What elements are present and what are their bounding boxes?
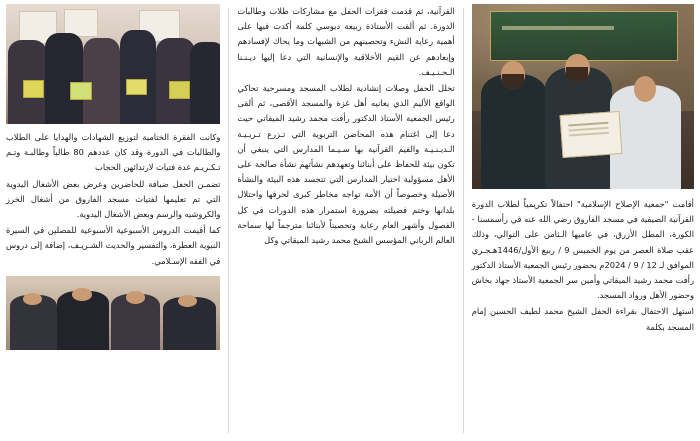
gift-box <box>169 81 190 99</box>
award-ceremony-photo <box>472 4 694 189</box>
article-body-left <box>6 130 220 269</box>
photo-person <box>120 30 156 124</box>
photo-person-beard <box>502 74 524 89</box>
event-banner <box>490 11 679 61</box>
certificate <box>559 111 622 158</box>
gift-box <box>23 80 44 98</box>
paragraph: أقامت "جمعية الإصلاح الإسلامية" احتفالاً تكريمياً لطلاب الدورة القرآنية الصيفية في مسجد الفاروق رضي الله عنه في رأسمسنا - الكورة، المطل الأزرق، في عاميها الـثامن على التوالي، وذلك عقب صلاة العصر من يوم الخميس 9 / ربيع الأول/1446هـجـري الموافق لـ 12 / 9 / 2024م بحضور رئيس الجمعية الأستاذ الدكتور رأفت محمد رشيد الميقاتي وأمين سر الجمعية الأستاذ جهاد بخاش وحضور الأهل ورواد المسجد. <box>471 199 694 301</box>
photo-person-head <box>72 288 91 301</box>
photo-person <box>190 42 220 124</box>
photo-person <box>83 38 119 124</box>
paragraph: استهل الاحتفال بقراءة الحفل الشيخ محمد لطيف الحسين إمام المسجد بكلمة <box>471 306 694 332</box>
column-divider <box>228 8 229 433</box>
column-middle <box>237 4 454 437</box>
article-body-right <box>472 197 694 335</box>
column-left <box>6 4 220 437</box>
gift-box <box>70 82 91 100</box>
photo-person-beard <box>566 67 588 82</box>
group-portrait-photo <box>6 276 220 350</box>
photo-person <box>45 33 84 124</box>
column-divider <box>463 8 464 433</box>
photo-person-head <box>178 295 197 307</box>
paragraph: وكانت الفقرة الختامية لتوزيع الشهادات والهدايا على الطلاب والطالبات في الدورة وقد كان عددهم 80 طالباً وطالبـة وتـم تـكـريـم عدة فتيات لارتدائهن الحجاب <box>6 132 221 173</box>
paragraph: القرآنية، ثم قدمت فقرات الحفل مع مشاركات طلاب وطالبات الدورة. ثم ألقت الأستاذة ربيعة ديوسي كلمة أكدت فيها على أهمية رعاية النشء وتحصينهم من الشبهات وما يحاك لإفسادهم وإبعادهم عن القيم الأخلاقية والإنسانية التي دعا إليها ديـنـنا الـحـنـيـف. <box>237 6 455 77</box>
gift-box <box>126 79 147 95</box>
paragraph: تضمـن الحفل ضيافة للحاضرين وعرض بعض الأشغال اليدوية التي تم تعليمها لفتيات مسجد الفاروق من أشغال الخرز والكروشيه والرسم وبعض الأشغال اليدوية. <box>6 178 221 220</box>
column-right <box>472 4 694 437</box>
article-body-middle <box>237 4 454 248</box>
photo-person <box>481 74 548 189</box>
spacer <box>472 189 694 197</box>
gift-distribution-photo <box>6 4 220 124</box>
paragraph: كما أقيمت الدروس الأسبوعية الأسبوعية للمصلين في السيرة النبوية العطرة، والتفسير والحديث الشـريـف، إضافة إلى دروس في الفقه الإسـلامي. <box>6 225 221 266</box>
paragraph: تخلل الحفل وصلات إنشادية لطلاب المسجد ومسرحية تحاكي الواقع الأليم الذي يعانيه أهل غزة والمسجد الأقصى، ثم ألقى رئيس الجمعية الأستاذ الدكتور رأفت محمد رشيد الميقاتي حيث دعا إلى اغتنام هذه المحاضن التربوية التي تـزرع تـربـيـة الـديـنـيـة والقيم القرآنية بها سـيـما المدارس التي ينبغي أن تكون بيئة للحفاظ على أبنائنا وتعهدهم نشأتهم نشأة صالحة على الأهل مسؤولية اختيار المدارس التي تتجسد هذه البيئة والنشأة الأصيلة وخصوصاً أن الأمة تواجه مخاطر كبرى لحرفها واحتلال بلدانها وختم فضيلته بضرورة استمرار هذه الدورات في كل الفصول وأشهر العام رعاية وتحصيناً لأبنائنا مترجماً لها سماحة العالم الرباني المؤسس الشيخ محمد رشيد الميقاتي وكل <box>237 83 455 246</box>
